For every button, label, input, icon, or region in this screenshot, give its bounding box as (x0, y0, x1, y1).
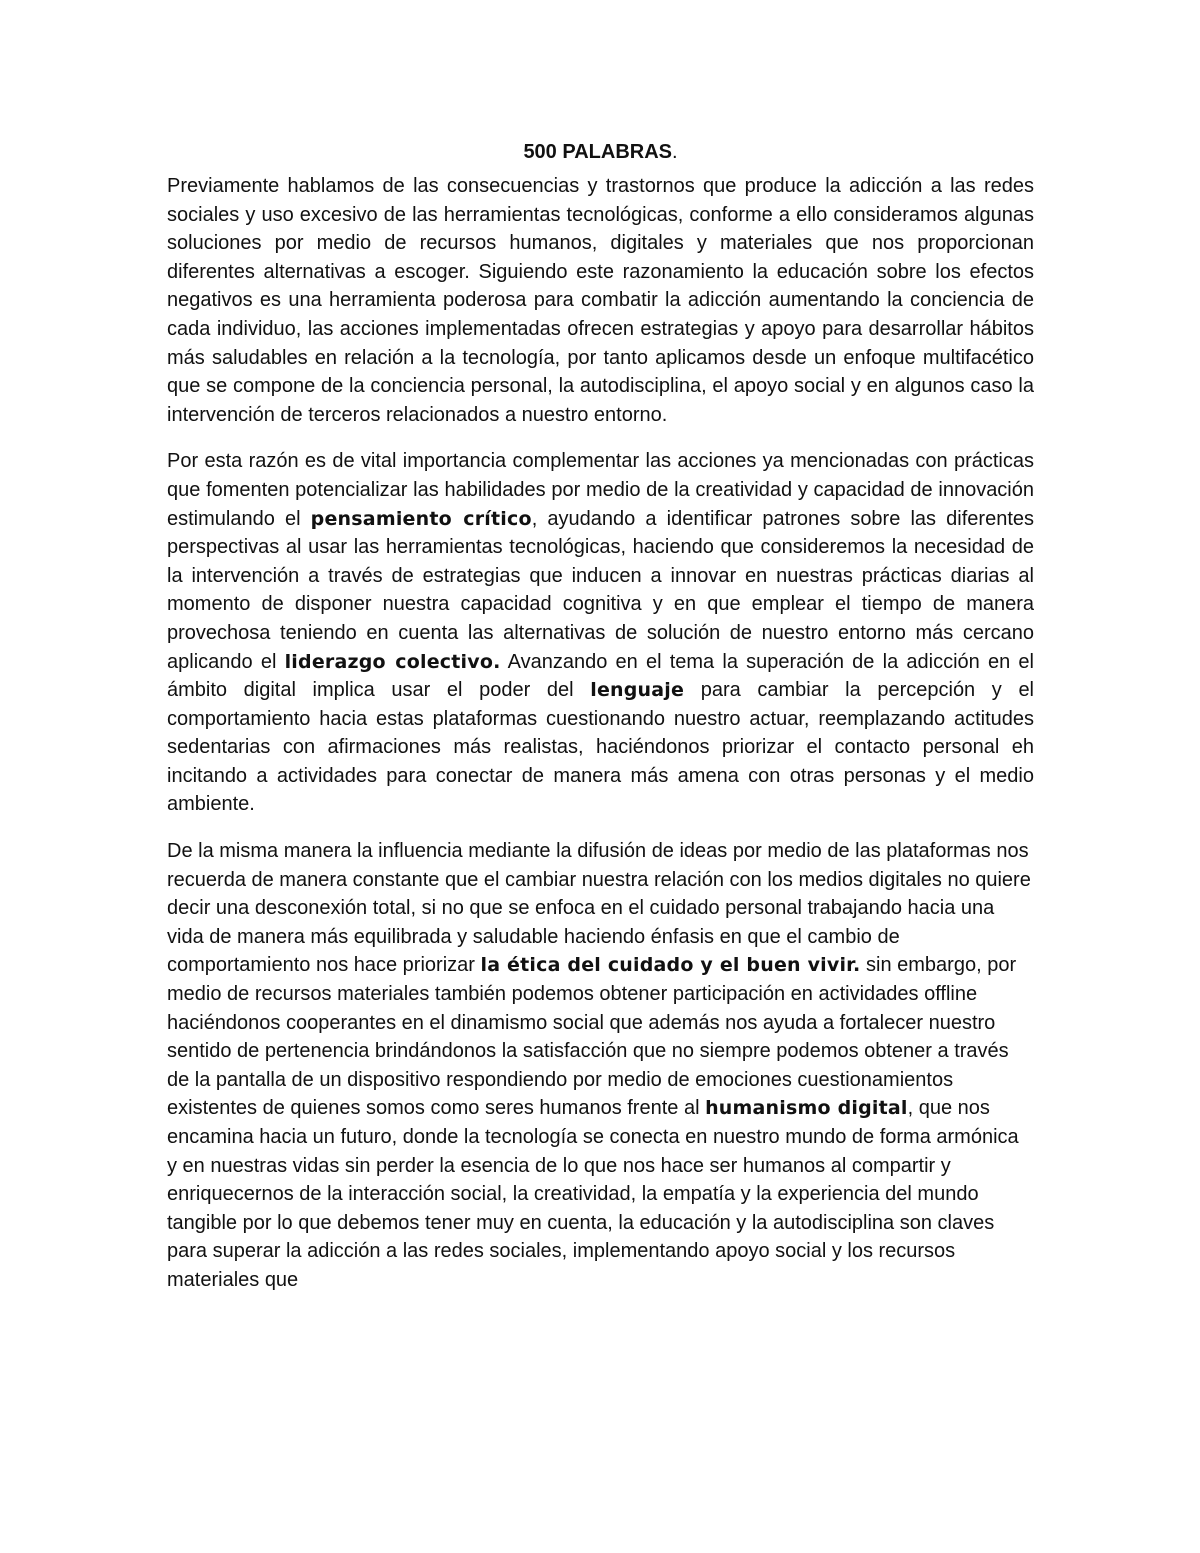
p2-text-4: para cambiar la percepción y el comportamiento hacia estas plataformas cuestionando nuestro actuar, reemplazando actitudes sedentarias con afirmaciones más realistas, haciéndonos priorizar el contacto personal eh incitando a actividades para conectar de manera más amena con otras personas y el medio ambiente. (167, 679, 1035, 816)
p2-text-1: Por esta razón es de vital importancia complementar las acciones ya mencionadas con prácticas que fomenten potencializar las habilidades por medio de la creatividad y capacidad de innovación estimulando el (167, 450, 1034, 530)
p2-bold-lenguaje: lenguaje (590, 679, 685, 702)
p3-text-3: , que nos encamina hacia un futuro, donde la tecnología se conecta en nuestro mundo de forma armónica y en nuestras vidas sin perder la esencia de lo que nos hace ser humanos al compartir y enriquecernos de la interacción social, la creatividad, la empatía y la experiencia del mundo tangible por lo que debemos tener muy en cuenta, la educación y la autodisciplina son claves para superar la adicción a las redes sociales, implementando apoyo social y los recursos materiales que (167, 1097, 1019, 1291)
p2-bold-pensamiento-critico: pensamiento crítico (310, 507, 532, 530)
p2-text-2: , ayudando a identificar patrones sobre las diferentes perspectivas al usar las herramientas tecnológicas, haciendo que consideremos la necesidad de la intervención a través de estrategias que inducen a innovar en nuestras prácticas diarias al momento de disponer nuestra capacidad cognitiva y en que emplear el tiempo de manera provechosa teniendo en cuenta las alternativas de solución de nuestro entorno más cercano aplicando el (167, 507, 1034, 673)
p3-bold-etica-del-cuidado: la ética del cuidado y el buen vivir. (480, 954, 861, 977)
title-text: 500 PALABRAS (523, 141, 672, 163)
p3-bold-humanismo-digital: humanismo digital (705, 1097, 908, 1120)
paragraph-3 (167, 837, 1034, 1295)
p3-text-2: sin embargo, por medio de recursos materiales también podemos obtener participación en actividades offline haciéndonos cooperantes en el dinamismo social que además nos ayuda a fortalecer nuestro sentido de pertenencia brindándonos la satisfacción que no siempre podemos obtener a través de la pantalla de un dispositivo respondiendo por medio de emociones cuestionamientos existentes de quienes somos como seres humanos frente al (167, 954, 1017, 1120)
document-title (167, 138, 1034, 166)
paragraph-2 (167, 447, 1034, 819)
title-period: . (672, 141, 678, 163)
p2-bold-liderazgo-colectivo: liderazgo colectivo. (284, 650, 501, 673)
p2-text-3: Avanzando en el tema la superación de la adicción en el ámbito digital implica usar el poder del (167, 650, 1034, 702)
paragraph-1: Previamente hablamos de las consecuencias y trastornos que produce la adicción a las redes sociales y uso excesivo de las herramientas tecnológicas, conforme a ello consideramos algunas soluciones por medio de recursos humanos, digitales y materiales que nos proporcionan diferentes alternativas a escoger. Siguiendo este razonamiento la educación sobre los efectos negativos es una herramienta poderosa para combatir la adicción aumentando la conciencia de cada individuo, las acciones implementadas ofrecen estrategias y apoyo para desarrollar hábitos más saludables en relación a la tecnología, por tanto aplicamos desde un enfoque multifacético que se compone de la conciencia personal, la autodisciplina, el apoyo social y en algunos caso la intervención de terceros relacionados a nuestro entorno. (167, 175, 1034, 426)
document-body (167, 138, 1034, 1313)
p3-text-1: De la misma manera la influencia mediante la difusión de ideas por medio de las plataformas nos recuerda de manera constante que el cambiar nuestra relación con los medios digitales no quiere decir una desconexión total, si no que se enfoca en el cuidado personal trabajando hacia una vida de manera más equilibrada y saludable haciendo énfasis en que el cambio de comportamiento nos hace priorizar (167, 840, 1031, 977)
